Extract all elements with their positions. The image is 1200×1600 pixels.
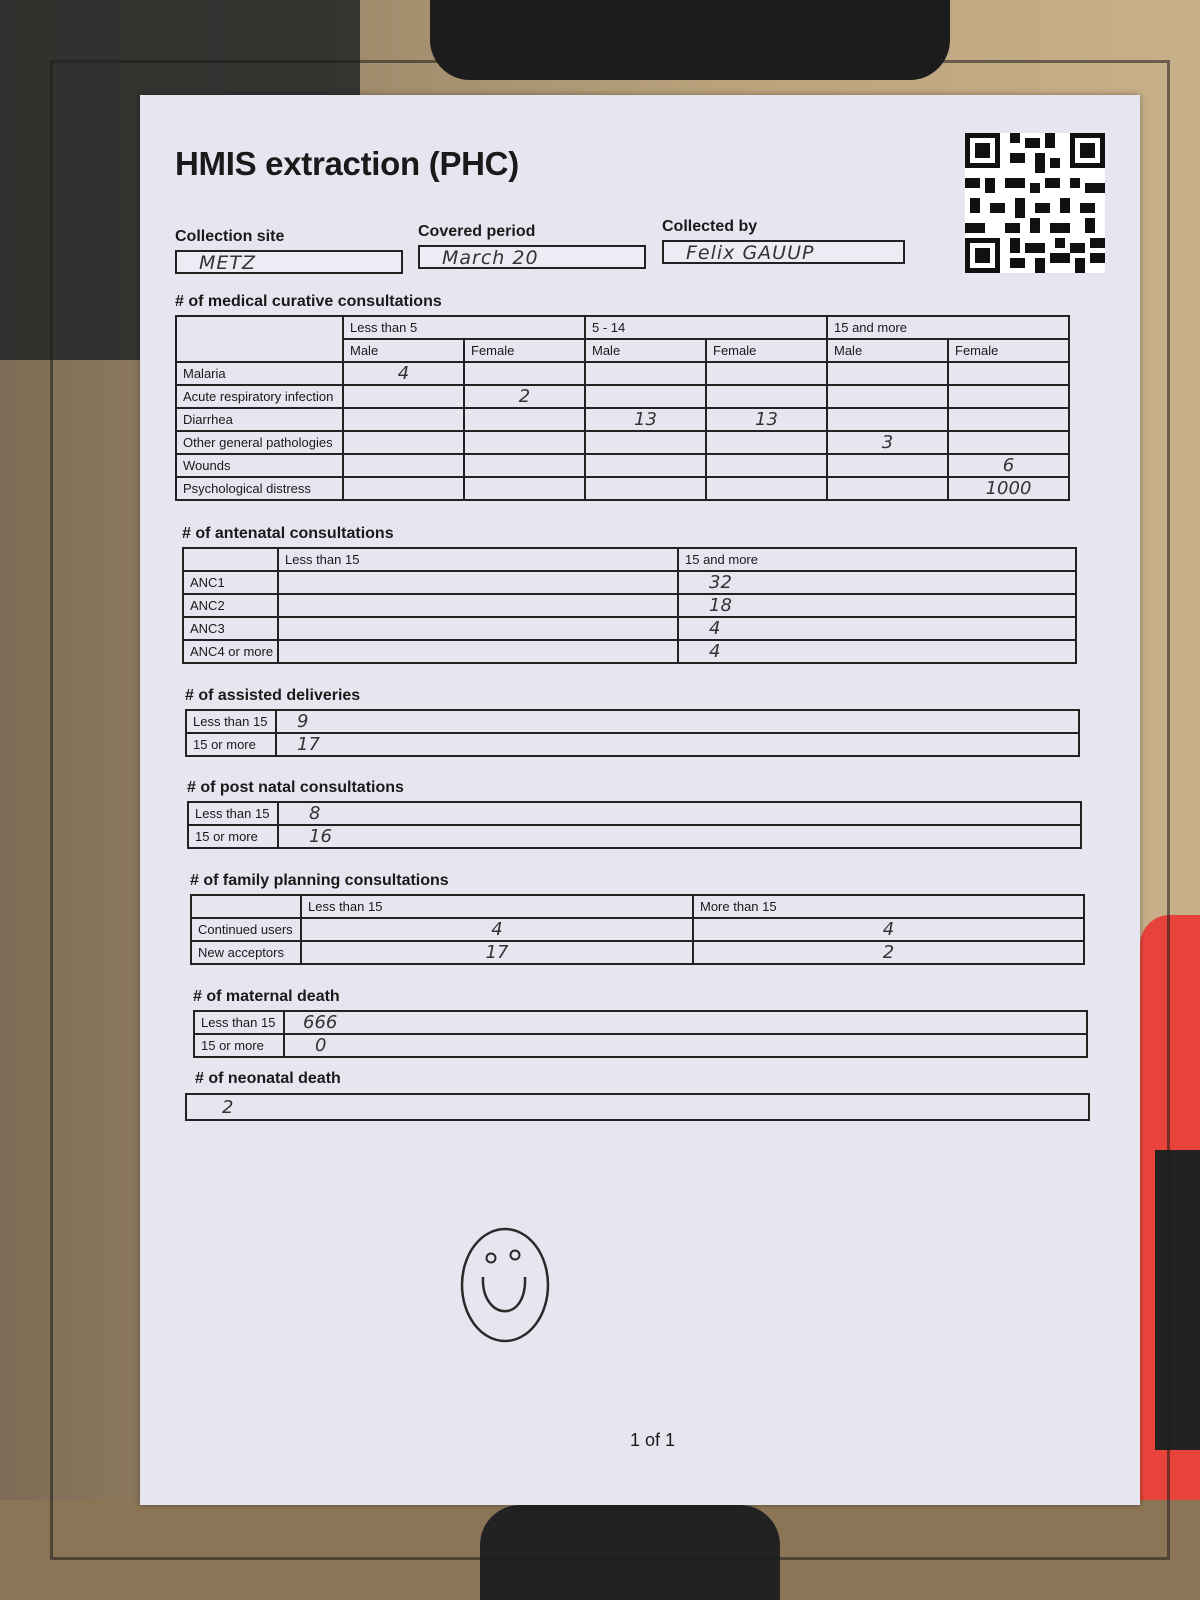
collected-by-field[interactable] (662, 240, 905, 264)
qr-code-icon (965, 133, 1105, 273)
antenatal-header: Less than 15 (278, 548, 678, 571)
table-cell[interactable] (585, 362, 706, 385)
table-cell[interactable] (278, 640, 678, 663)
curative-corner-cell (176, 316, 343, 362)
page-title: HMIS extraction (PHC) (175, 145, 519, 182)
table-cell[interactable]: 9 (276, 710, 1079, 733)
curative-age-header-row (176, 316, 1069, 339)
collection-site-value: METZ (199, 252, 257, 274)
table-cell[interactable] (464, 431, 585, 454)
family-planning-header: More than 15 (693, 895, 1084, 918)
table-cell[interactable] (585, 477, 706, 500)
row-label: Less than 15 (194, 1011, 284, 1034)
table-cell[interactable] (827, 408, 948, 431)
curative-sex-header: Male (585, 339, 706, 362)
postnatal-section-title: # of post natal consultations (187, 779, 404, 796)
table-cell[interactable]: 1000 (948, 477, 1069, 500)
table-cell[interactable] (706, 454, 827, 477)
row-label: 15 or more (194, 1034, 284, 1057)
collection-site-label: Collection site (175, 228, 285, 245)
table-row (183, 594, 1076, 617)
curative-age-group: 5 - 14 (585, 316, 827, 339)
table-row (186, 710, 1079, 733)
table-cell[interactable] (706, 477, 827, 500)
family-planning-table (190, 894, 1085, 965)
covered-period-value: March 20 (442, 247, 539, 269)
table-row (188, 825, 1081, 848)
row-label: Diarrhea (176, 408, 343, 431)
row-label: 15 or more (186, 733, 276, 756)
table-cell[interactable] (948, 385, 1069, 408)
table-cell[interactable] (464, 408, 585, 431)
curative-sex-header: Female (706, 339, 827, 362)
table-row (186, 733, 1079, 756)
covered-period-field[interactable] (418, 245, 646, 269)
postnatal-table (187, 801, 1082, 849)
table-cell[interactable] (827, 362, 948, 385)
table-cell[interactable]: 32 (678, 571, 1076, 594)
table-cell[interactable] (948, 408, 1069, 431)
family-planning-header: Less than 15 (301, 895, 693, 918)
row-label: ANC3 (183, 617, 278, 640)
table-cell[interactable]: 13 (585, 408, 706, 431)
page-number: 1 of 1 (630, 1430, 676, 1450)
table-cell[interactable] (278, 617, 678, 640)
table-cell[interactable] (948, 362, 1069, 385)
curative-table (175, 315, 1070, 501)
table-cell[interactable]: 8 (278, 802, 1081, 825)
antenatal-section-title: # of antenatal consultations (182, 525, 394, 542)
table-cell[interactable]: 17 (276, 733, 1079, 756)
table-cell[interactable]: 4 (301, 918, 693, 941)
maternal-death-table (193, 1010, 1088, 1058)
table-cell[interactable] (706, 385, 827, 408)
table-row (191, 918, 1084, 941)
table-cell[interactable] (827, 385, 948, 408)
antenatal-corner-cell (183, 548, 278, 571)
table-row (194, 1011, 1087, 1034)
neonatal-death-value: 2 (222, 1097, 235, 1118)
antenatal-header-row (183, 548, 1076, 571)
table-row (183, 640, 1076, 663)
table-row (176, 477, 1069, 500)
table-cell[interactable] (827, 477, 948, 500)
table-cell[interactable]: 17 (301, 941, 693, 964)
table-cell[interactable] (706, 431, 827, 454)
row-label: Continued users (191, 918, 301, 941)
table-cell[interactable] (343, 408, 464, 431)
table-row (191, 941, 1084, 964)
table-cell[interactable] (343, 431, 464, 454)
row-label: Less than 15 (188, 802, 278, 825)
table-cell[interactable]: 4 (678, 617, 1076, 640)
deliveries-table (185, 709, 1080, 757)
covered-period-label: Covered period (418, 223, 536, 240)
table-cell[interactable]: 13 (706, 408, 827, 431)
row-label: Psychological distress (176, 477, 343, 500)
row-label: Less than 15 (186, 710, 276, 733)
smiley-face-icon (455, 1225, 555, 1345)
table-row (188, 802, 1081, 825)
deliveries-section-title: # of assisted deliveries (185, 687, 361, 704)
row-label: New acceptors (191, 941, 301, 964)
family-planning-corner-cell (191, 895, 301, 918)
table-cell[interactable] (278, 594, 678, 617)
table-cell[interactable]: 2 (464, 385, 585, 408)
row-label: Other general pathologies (176, 431, 343, 454)
table-row (176, 385, 1069, 408)
table-row (194, 1034, 1087, 1057)
row-label: Wounds (176, 454, 343, 477)
antenatal-table (182, 547, 1077, 664)
table-cell[interactable]: 4 (678, 640, 1076, 663)
collected-by-label: Collected by (662, 218, 758, 235)
antenatal-header: 15 and more (678, 548, 1076, 571)
table-cell[interactable]: 0 (284, 1034, 1087, 1057)
table-cell[interactable] (464, 454, 585, 477)
table-row (176, 362, 1069, 385)
table-row (183, 571, 1076, 594)
row-label: Acute respiratory infection (176, 385, 343, 408)
table-cell[interactable]: 2 (693, 941, 1084, 964)
table-cell[interactable] (585, 454, 706, 477)
table-cell[interactable]: 4 (693, 918, 1084, 941)
table-cell[interactable] (706, 362, 827, 385)
table-row (176, 431, 1069, 454)
curative-age-group: 15 and more (827, 316, 1069, 339)
table-cell[interactable]: 4 (343, 362, 464, 385)
table-cell[interactable] (827, 454, 948, 477)
table-row (176, 454, 1069, 477)
row-label: ANC1 (183, 571, 278, 594)
collected-by-value: Felix GAUUP (686, 242, 815, 264)
table-cell[interactable] (585, 385, 706, 408)
curative-sex-header: Female (948, 339, 1069, 362)
neonatal-death-section-title: # of neonatal death (195, 1070, 341, 1087)
neonatal-death-field[interactable] (185, 1093, 1090, 1121)
table-row (176, 408, 1069, 431)
curative-sex-header: Male (343, 339, 464, 362)
table-cell[interactable] (343, 477, 464, 500)
row-label: 15 or more (188, 825, 278, 848)
table-cell[interactable] (343, 454, 464, 477)
maternal-death-section-title: # of maternal death (193, 988, 340, 1005)
collection-site-field[interactable] (175, 250, 403, 274)
row-label: ANC4 or more (183, 640, 278, 663)
family-planning-section-title: # of family planning consultations (190, 872, 449, 889)
table-cell[interactable] (464, 477, 585, 500)
table-cell[interactable]: 18 (678, 594, 1076, 617)
row-label: ANC2 (183, 594, 278, 617)
table-cell[interactable] (464, 362, 585, 385)
curative-section-title: # of medical curative consultations (175, 293, 442, 310)
table-cell[interactable]: 3 (827, 431, 948, 454)
curative-sex-header: Male (827, 339, 948, 362)
table-cell[interactable] (343, 385, 464, 408)
table-cell[interactable]: 6 (948, 454, 1069, 477)
curative-sex-header: Female (464, 339, 585, 362)
table-cell[interactable] (278, 571, 678, 594)
curative-age-group: Less than 5 (343, 316, 585, 339)
table-row (183, 617, 1076, 640)
family-planning-header-row (191, 895, 1084, 918)
table-cell[interactable]: 666 (284, 1011, 1087, 1034)
table-cell[interactable] (948, 431, 1069, 454)
table-cell[interactable]: 16 (278, 825, 1081, 848)
table-cell[interactable] (585, 431, 706, 454)
row-label: Malaria (176, 362, 343, 385)
form-sheet (140, 95, 1140, 1505)
